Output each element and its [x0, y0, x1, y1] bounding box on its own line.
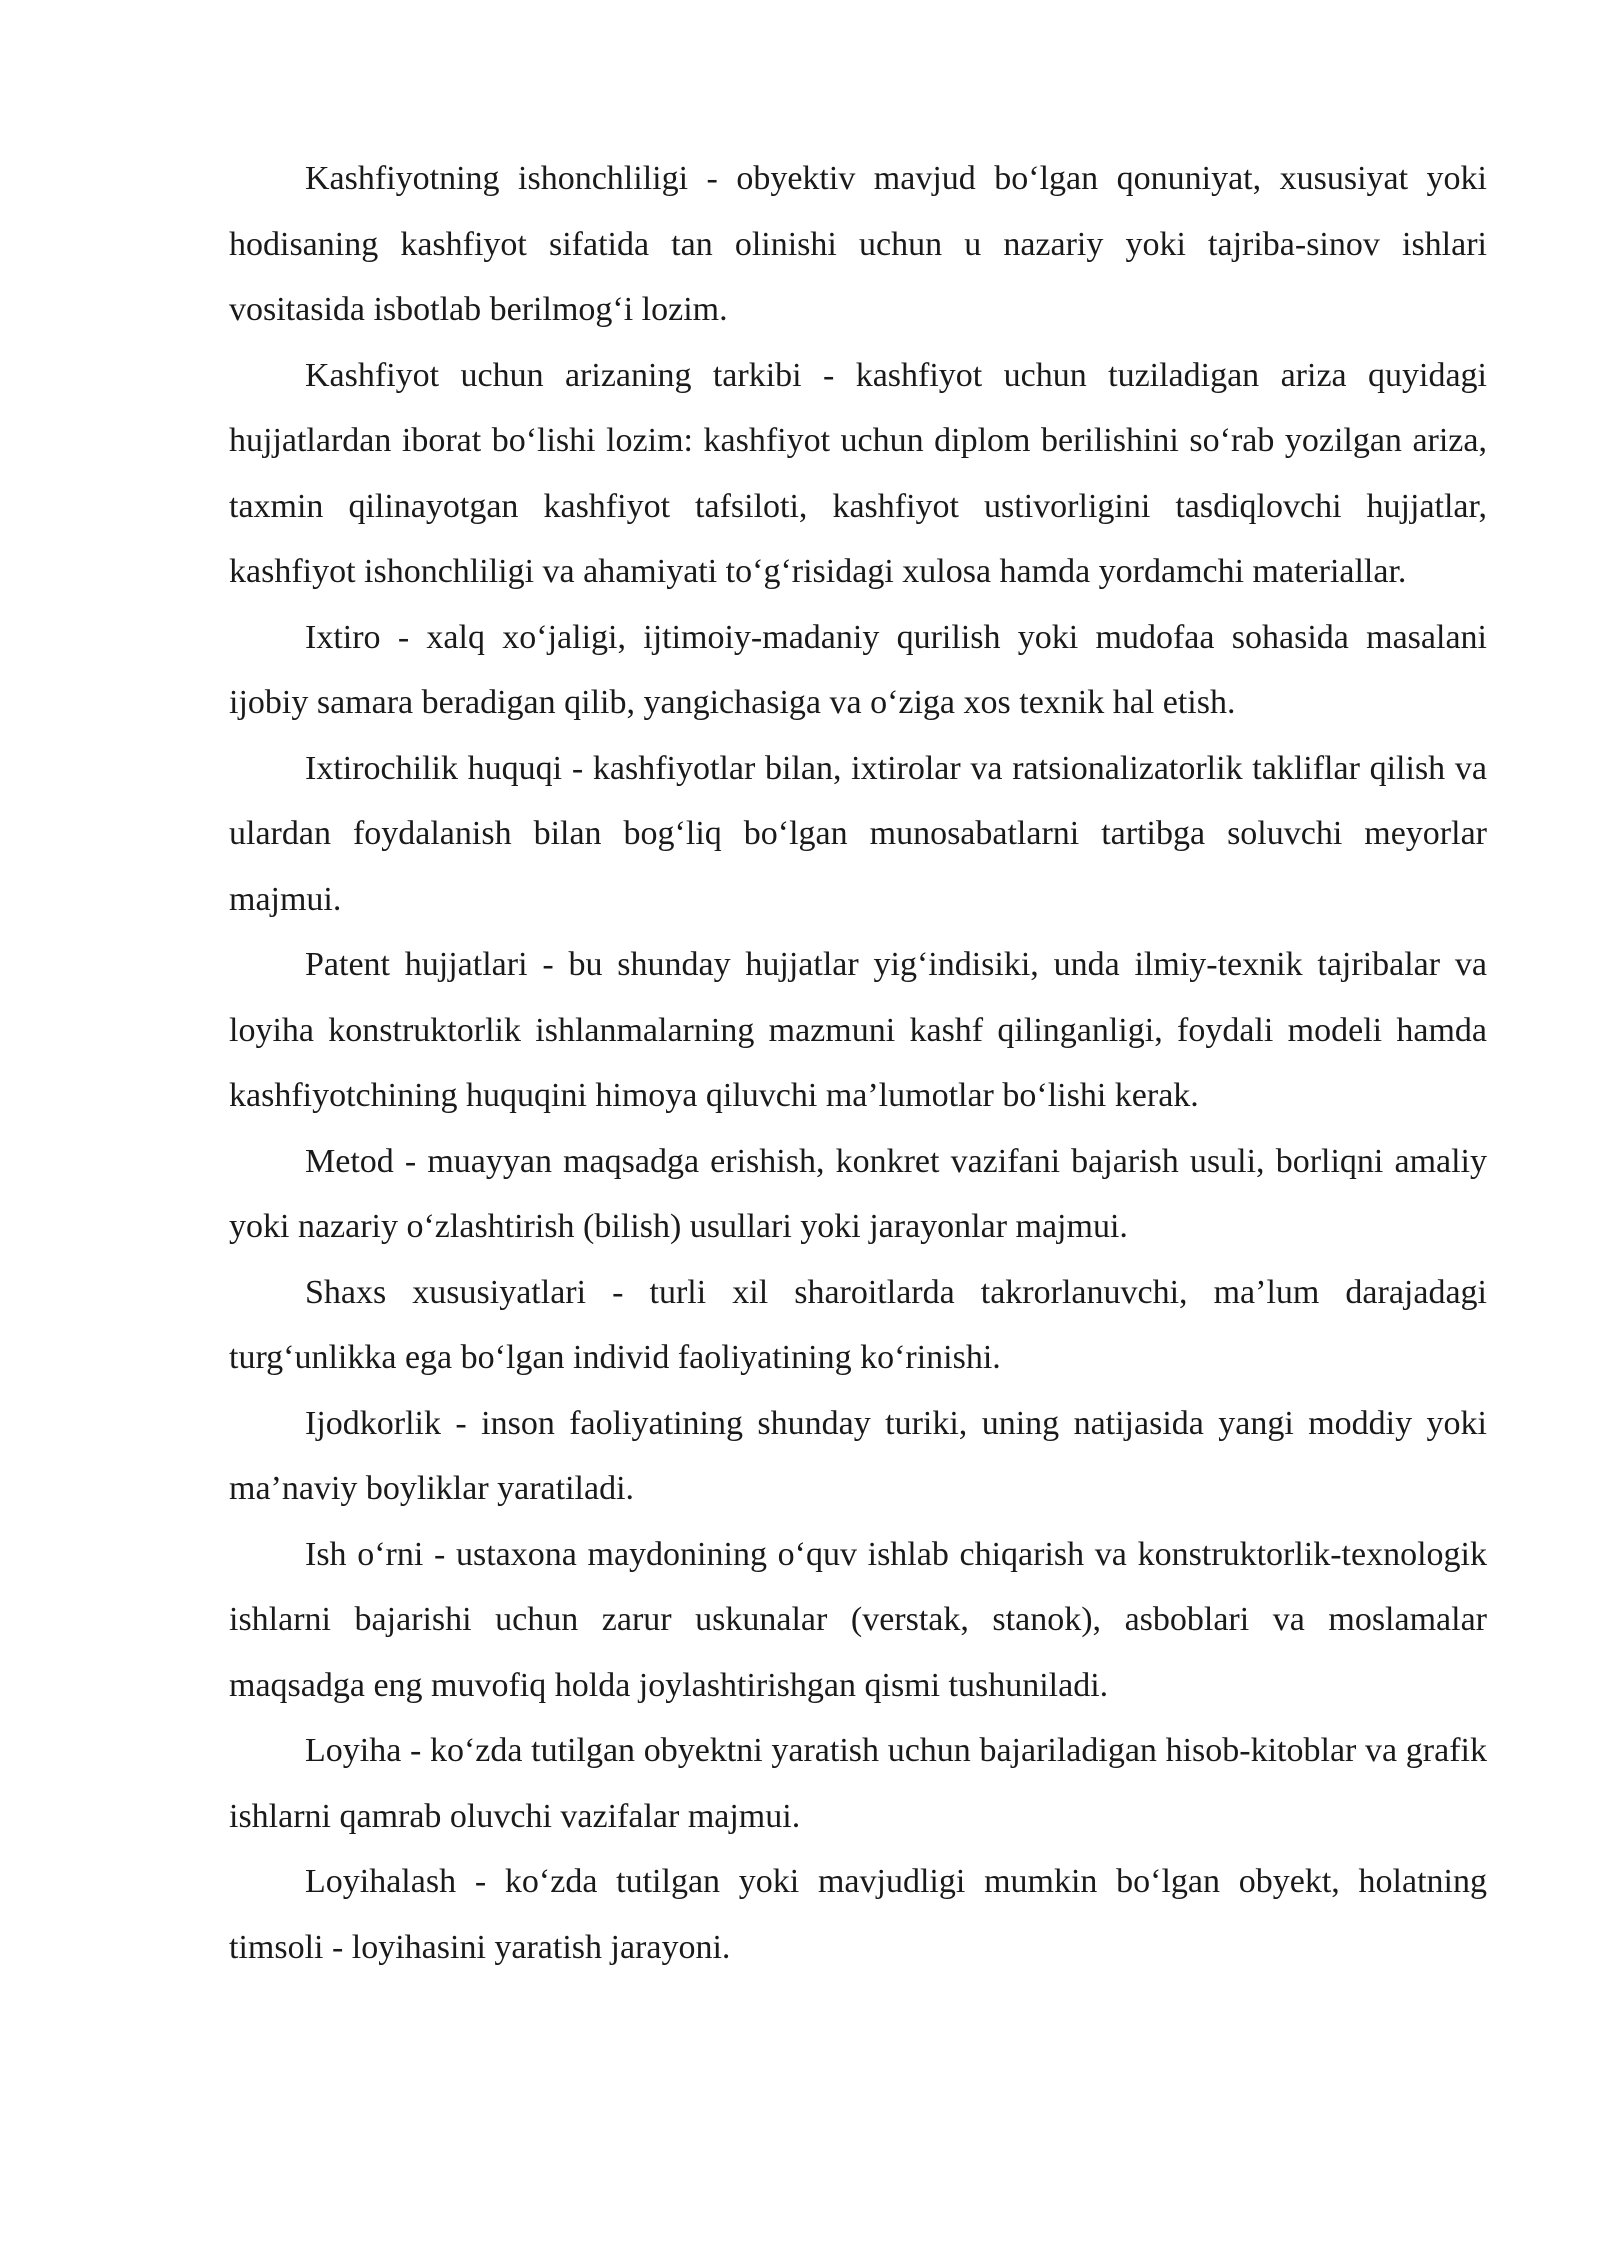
paragraph-ijodkorlik: Ijodkorlik - inson faoliyatining shunday turiki, uning natijasida yangi moddiy yoki ma’naviy boyliklar yaratiladi. [229, 1404, 1487, 1507]
paragraph-kashfiyot-ishonchliligi: Kashfiyotning ishonchliligi - obyektiv mavjud bo‘lgan qonuniyat, xususiyat yoki hodisaning kashfiyot sifatida tan olinishi uchun u nazariy yoki tajriba-sinov ishlari vositasida isbotlab berilmog‘i lozim. [229, 160, 1487, 328]
paragraph-patent-hujjatlari: Patent hujjatlari - bu shunday hujjatlar yig‘indisiki, unda ilmiy-texnik tajribalar va loyiha konstruktorlik ishlanmalarning mazmuni kashf qilinganligi, foydali modeli hamda kashfiyotchining huquqini himoya qiluvchi ma’lumotlar bo‘lishi kerak. [229, 946, 1487, 1114]
paragraph-ixtirochilik-huquqi: Ixtirochilik huquqi - kashfiyotlar bilan, ixtirolar va ratsionalizatorlik takliflar qilish va ulardan foydalanish bilan bog‘liq bo‘lgan munosabatlarni tartibga soluvchi meyorlar majmui. [229, 749, 1487, 918]
paragraph-ariza-tarkibi: Kashfiyot uchun arizaning tarkibi - kashfiyot uchun tuziladigan ariza quyidagi hujjatlardan iborat bo‘lishi lozim: kashfiyot uchun diplom berilishini so‘rab yozilgan ariza, taxmin qilinayotgan kashfiyot tafsiloti, kashfiyot ustivorligini tasdiqlovchi hujjatlar, kashfiyot ishonchliligi va ahamiyati to‘g‘risidagi xulosa hamda yordamchi materiallar. [229, 356, 1487, 590]
paragraph-ixtiro: Ixtiro - xalq xo‘jaligi, ijtimoiy-madaniy qurilish yoki mudofaa sohasida masalani ijobiy samara beradigan qilib, yangichasiga va o‘ziga xos texnik hal etish. [229, 618, 1487, 721]
paragraph-shaxs-xususiyatlari: Shaxs xususiyatlari - turli xil sharoitlarda takrorlanuvchi, ma’lum darajadagi turg‘unlikka ega bo‘lgan individ faoliyatining ko‘rinishi. [229, 1273, 1487, 1376]
paragraph-loyiha: Loyiha - ko‘zda tutilgan obyektni yaratish uchun bajariladigan hisob-kitoblar va grafik ishlarni qamrab oluvchi vazifalar majmui. [229, 1732, 1487, 1835]
document-body [229, 146, 1487, 1980]
paragraph-metod: Metod - muayyan maqsadga erishish, konkret vazifani bajarish usuli, borliqni amaliy yoki nazariy o‘zlashtirish (bilish) usullari yoki jarayonlar majmui. [229, 1142, 1487, 1245]
paragraph-ish-orni: Ish o‘rni - ustaxona maydonining o‘quv ishlab chiqarish va konstruktorlik-texnologik ishlarni bajarishi uchun zarur uskunalar (verstak, stanok), asboblari va moslamalar maqsadga eng muvofiq holda joylashtirishgan qismi tushuniladi. [229, 1535, 1487, 1704]
paragraph-loyihalash: Loyihalash - ko‘zda tutilgan yoki mavjudligi mumkin bo‘lgan obyekt, holatning timsoli - loyihasini yaratish jarayoni. [229, 1863, 1487, 1966]
